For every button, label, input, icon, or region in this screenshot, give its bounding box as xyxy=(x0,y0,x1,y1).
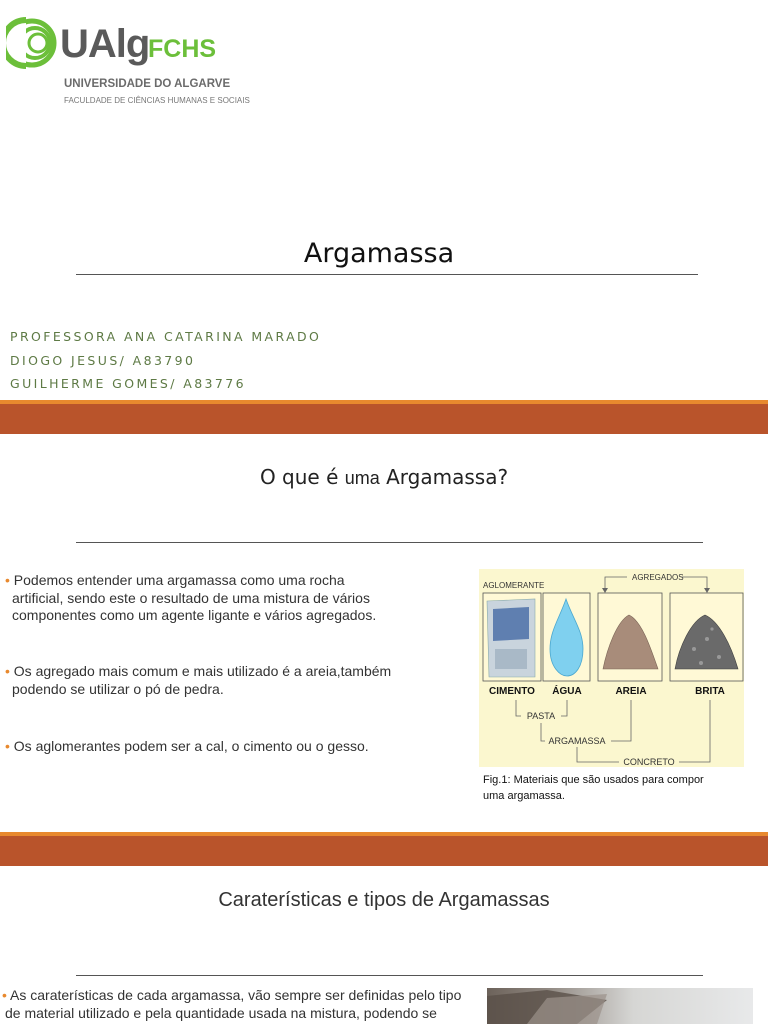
bullet-2-line-2: podendo se utilizar o pó de pedra. xyxy=(12,680,224,697)
label-agregados: AGREGADOS xyxy=(632,573,684,582)
slide-2-divider xyxy=(76,542,703,543)
slide-3-title: Caraterísticas e tipos de Argamassas xyxy=(218,889,550,911)
title-slide xyxy=(0,0,768,400)
slide-title: Argamassa xyxy=(303,238,455,269)
credit-author-2: GUILHERME GOMES/ A83776 xyxy=(10,376,246,391)
logo-faculty-short: FCHS xyxy=(148,35,217,63)
figure-caption xyxy=(483,773,743,804)
slide-separator-band xyxy=(0,400,768,434)
credit-professor: PROFESSORA ANA CATARINA MARADO xyxy=(10,329,322,344)
title-part-3: Argamassa? xyxy=(379,465,509,489)
logo-brand-text: UAlg xyxy=(60,22,150,66)
cement-bag-icon xyxy=(487,599,535,677)
bullet-3-line-1: Os aglomerantes podem ser a cal, o cimento ou o gesso. xyxy=(13,738,369,754)
label-agua: ÁGUA xyxy=(552,686,582,697)
bullet-aggregates xyxy=(5,663,391,698)
bullet-2-line-1: Os agregado mais comum e mais utilizado é a areia,também xyxy=(13,663,392,679)
label-argamassa: ARGAMASSA xyxy=(548,736,606,746)
slide-3-divider xyxy=(76,975,703,976)
label-areia: AREIA xyxy=(615,686,647,697)
slide-separator-band xyxy=(0,832,768,866)
label-brita: BRITA xyxy=(695,686,725,697)
label-aglomerante: AGLOMERANTE xyxy=(483,581,545,590)
bullet-dot: • xyxy=(5,572,10,588)
label-cimento: CIMENTO xyxy=(489,686,535,697)
bullet-1-line-3: componentes como um agente ligante e vários agregados. xyxy=(12,607,377,623)
title-divider xyxy=(76,274,698,275)
materials-diagram xyxy=(479,569,744,767)
bullet-characteristics xyxy=(2,987,461,1022)
logo-university-name: UNIVERSIDADE DO ALGARVE xyxy=(64,78,231,90)
caption-line-2: uma argamassa. xyxy=(483,789,565,802)
slide-2-title xyxy=(0,465,768,489)
caption-line-1: Fig.1: Materiais que são usados para compor xyxy=(483,774,704,786)
trowel-photo-graphic xyxy=(487,988,753,1024)
bullet-definition xyxy=(5,572,376,625)
bullet-binders xyxy=(5,738,369,756)
credits-block xyxy=(10,325,321,396)
university-logo xyxy=(6,10,250,110)
label-concreto: CONCRETO xyxy=(623,757,675,767)
title-part-2: uma xyxy=(344,468,380,488)
bullet-line-2: de material utilizado e pela quantidade usada na mistura, podendo se xyxy=(5,1004,437,1021)
bullet-dot: • xyxy=(5,663,10,679)
bullet-dot: • xyxy=(5,738,10,754)
logo-faculty-name: FACULDADE DE CIÊNCIAS HUMANAS E SOCIAIS xyxy=(64,96,250,105)
bullet-line-1: As caraterísticas de cada argamassa, vão sempre ser definidas pelo tipo xyxy=(10,987,462,1003)
bullet-1-line-2: artificial, sendo este o resultado de uma mistura de vários xyxy=(12,589,370,606)
title-part-1: O que é xyxy=(259,465,345,489)
credit-author-1: DIOGO JESUS/ A83790 xyxy=(10,352,196,368)
label-pasta: PASTA xyxy=(526,711,556,721)
bullet-dot: • xyxy=(2,987,7,1003)
trowel-photo xyxy=(487,988,753,1024)
ualg-swirl-icon xyxy=(6,10,62,80)
bullet-1-line-1: Podemos entender uma argamassa como uma rocha xyxy=(13,572,345,588)
